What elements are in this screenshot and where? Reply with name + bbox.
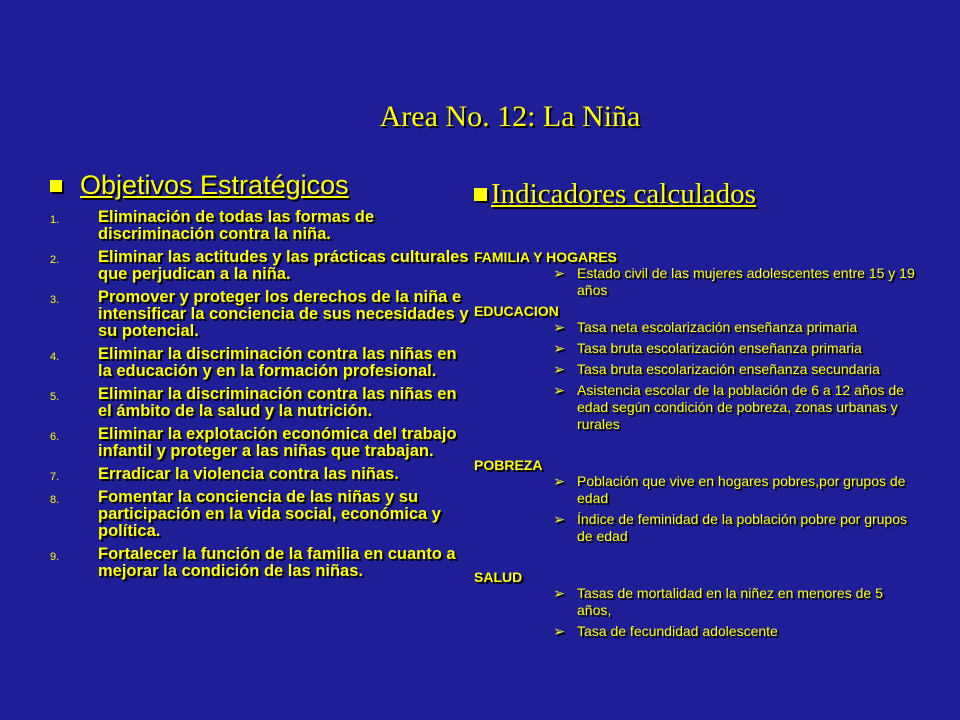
section-label-pobreza: POBREZA — [474, 457, 543, 473]
list-item: 8. Fomentar la conciencia de las niñas y su participación en la vida social, económica y política. — [50, 488, 441, 540]
list-item: 4. Eliminar la discriminación contra las niñas en la educación y en la formación profesional. — [50, 345, 457, 380]
list-item: ➢ Estado civil de las mujeres adolescentes entre 15 y 19 años — [474, 265, 934, 299]
square-bullet-icon — [50, 180, 62, 192]
list-item: ➢ Tasa neta escolarización enseñanza primaria — [474, 319, 934, 336]
arrow-bullet-icon: ➢ — [553, 623, 565, 639]
arrow-bullet-icon: ➢ — [553, 340, 565, 356]
indicator-list — [474, 585, 934, 640]
list-item: 9. Fortalecer la función de la familia en cuanto a mejorar la condición de las niñas. — [50, 545, 456, 580]
arrow-bullet-icon: ➢ — [553, 382, 565, 398]
arrow-bullet-icon: ➢ — [553, 361, 565, 377]
spacer — [474, 437, 934, 457]
indicator-list — [474, 473, 934, 545]
list-item: ➢ Tasa bruta escolarización enseñanza secundaria — [474, 361, 934, 378]
indicator-list — [474, 265, 934, 299]
indicators-column — [474, 178, 934, 644]
indicators-heading — [474, 178, 934, 211]
list-item: ➢ Tasa de fecundidad adolescente — [474, 623, 934, 640]
arrow-bullet-icon: ➢ — [553, 319, 565, 335]
objectives-heading-text: Objetivos Estratégicos — [80, 170, 349, 200]
list-item: 1. Eliminación de todas las formas de discriminación contra la niña. — [50, 208, 374, 243]
section-label-familia: FAMILIA Y HOGARES — [474, 249, 617, 265]
arrow-bullet-icon: ➢ — [553, 585, 565, 601]
list-item: 2. Eliminar las actitudes y las prácticas culturales que perjudican a la niña. — [50, 248, 469, 283]
arrow-bullet-icon: ➢ — [553, 511, 565, 527]
slide-title: Area No. 12: La Niña — [379, 100, 641, 133]
arrow-bullet-icon: ➢ — [553, 473, 565, 489]
indicator-list — [474, 319, 934, 433]
list-item: ➢ Tasas de mortalidad en la niñez en menores de 5 años, — [474, 585, 934, 619]
objectives-list — [50, 209, 470, 580]
list-item: ➢ Índice de feminidad de la población pobre por grupos de edad — [474, 511, 934, 545]
list-item: 5. Eliminar la discriminación contra las niñas en el ámbito de la salud y la nutrición. — [50, 385, 457, 420]
spacer — [474, 549, 934, 569]
objectives-column — [50, 170, 470, 586]
section-label-educacion: EDUCACION — [474, 303, 559, 319]
section-label-salud: SALUD — [474, 569, 523, 585]
list-item: ➢ Tasa bruta escolarización enseñanza primaria — [474, 340, 934, 357]
indicators-heading-text: Indicadores calculados — [491, 178, 756, 210]
objectives-heading — [50, 170, 470, 201]
list-item: 6. Eliminar la explotación económica del trabajo infantil y proteger a las niñas que trabajan. — [50, 425, 457, 460]
list-item: ➢ Asistencia escolar de la población de 6 a 12 años de edad según condición de pobreza, zonas urbanas y rurales — [474, 382, 934, 433]
arrow-bullet-icon: ➢ — [553, 265, 565, 281]
list-item: ➢ Población que vive en hogares pobres,por grupos de edad — [474, 473, 934, 507]
list-item: 7. Erradicar la violencia contra las niñas. — [50, 465, 399, 483]
square-bullet-icon — [474, 188, 487, 201]
list-item: 3. Promover y proteger los derechos de la niña e intensificar la conciencia de sus necesidades y su potencial. — [50, 288, 469, 340]
